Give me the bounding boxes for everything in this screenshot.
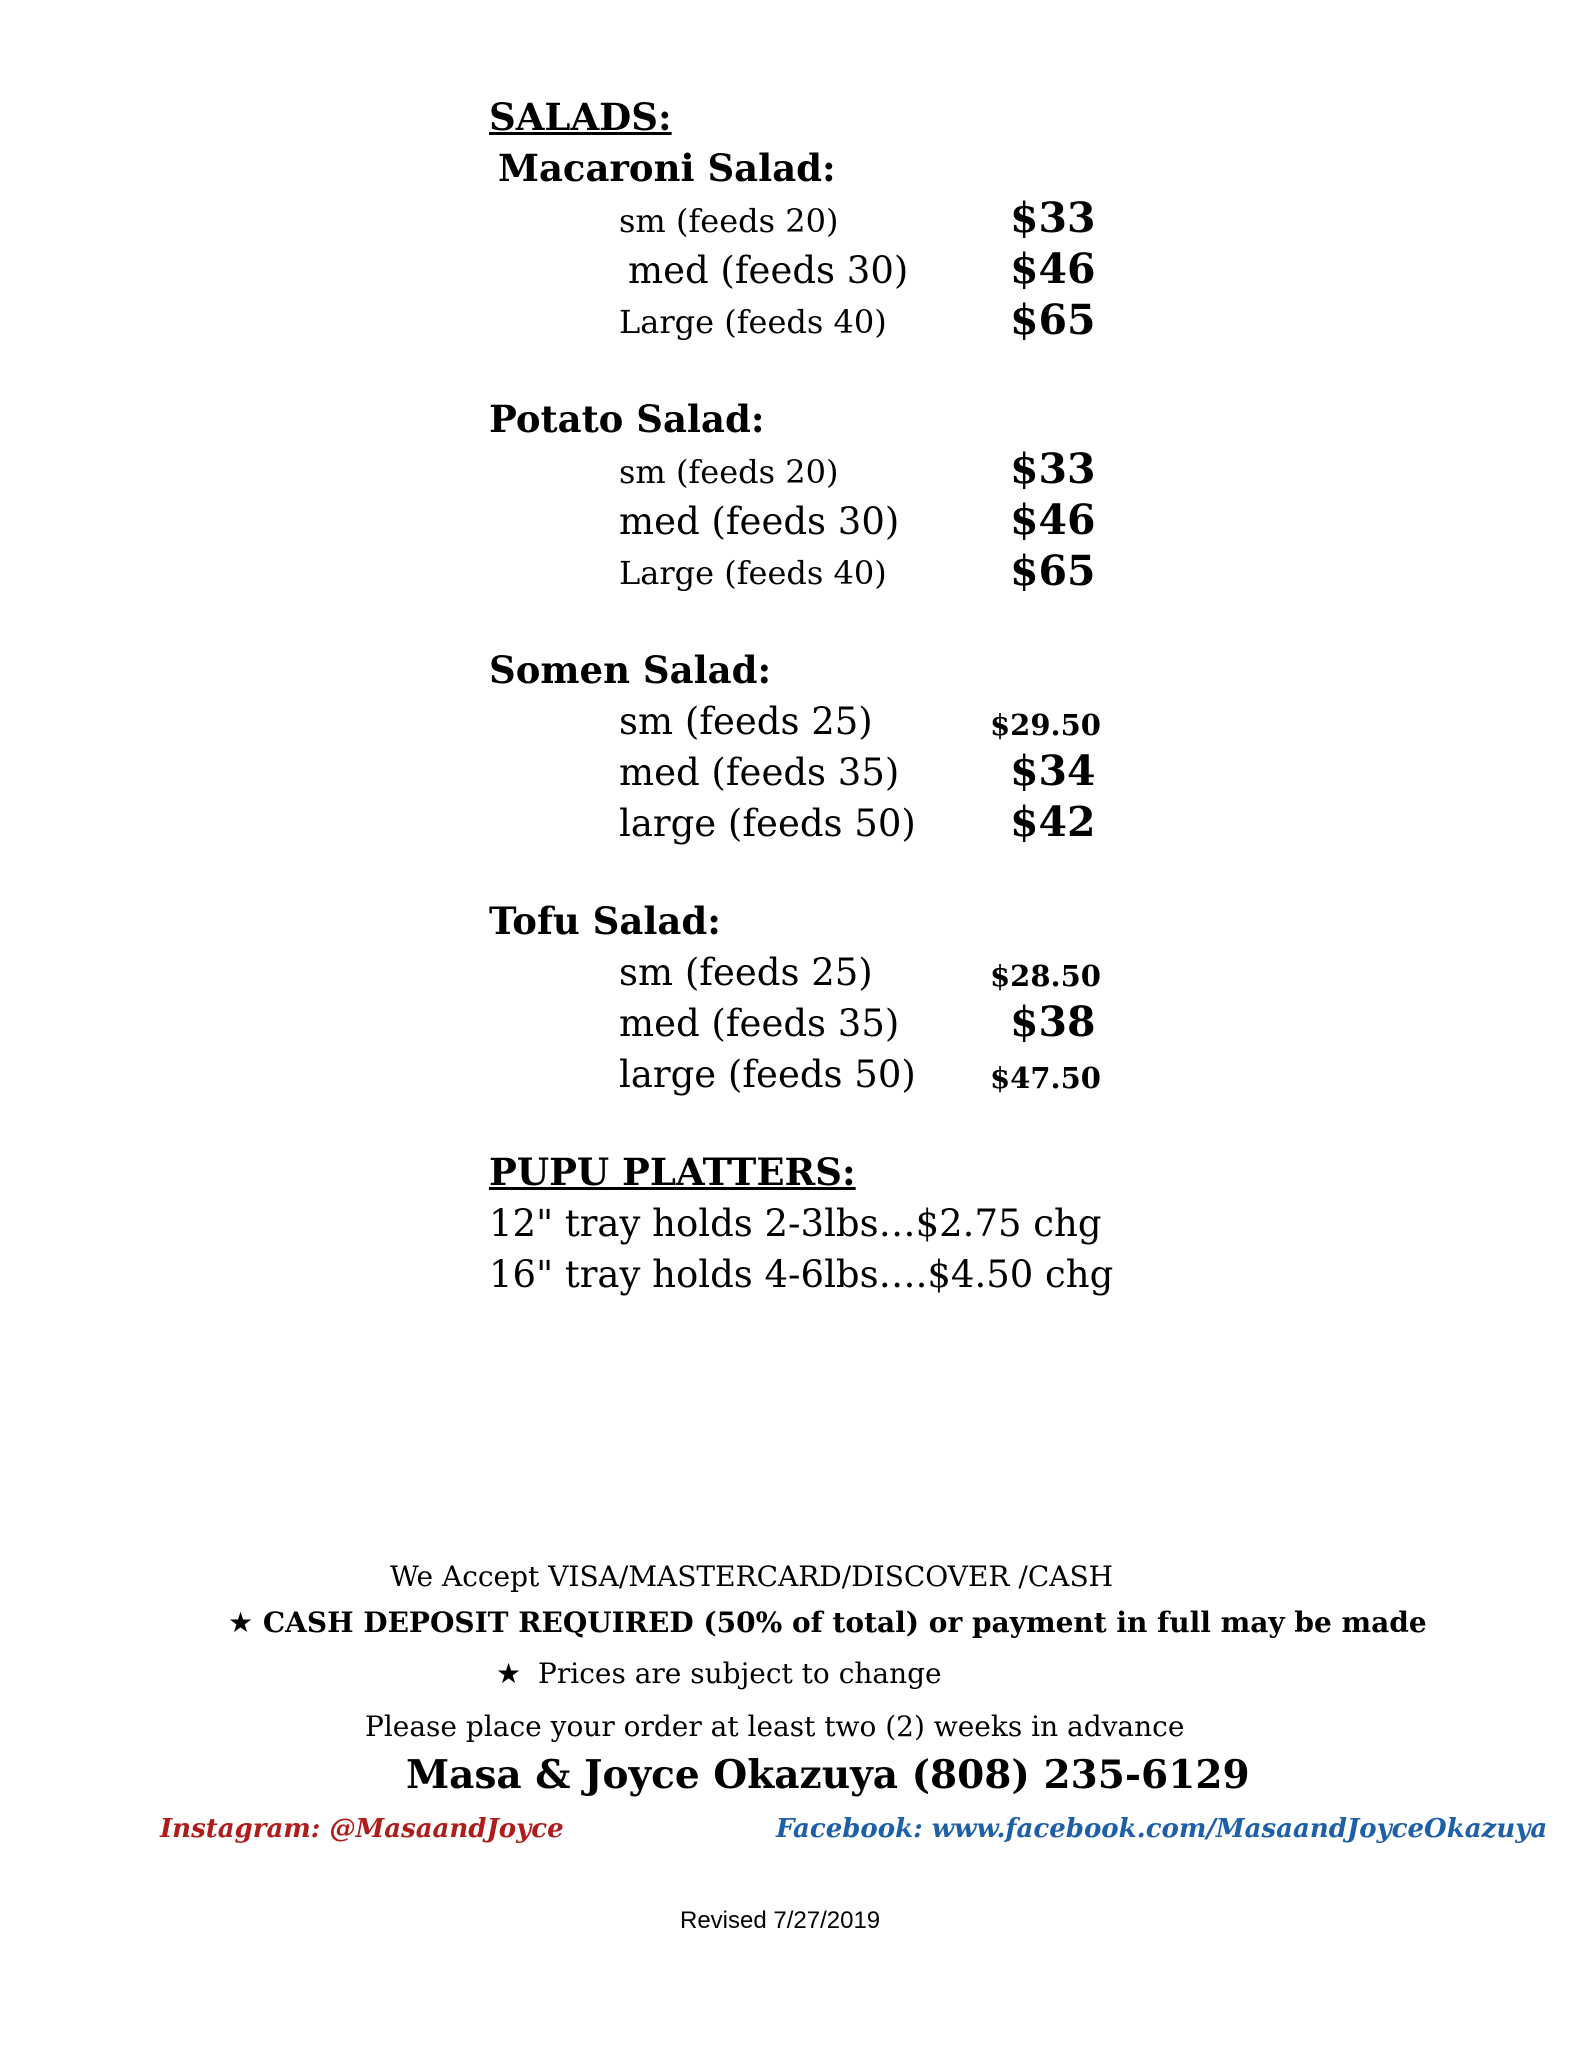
tofu-size-med: med (feeds 35) [619,1002,900,1045]
prices-change-note [496,1657,942,1690]
tofu-size-sm: sm (feeds 25) [619,951,873,994]
star-icon: ★ [228,1606,254,1639]
deposit-note [228,1606,1427,1639]
pupu-platter-line-12in: 12" tray holds 2-3lbs…$2.75 chg [489,1202,1102,1245]
somen-price-med: $34 [1010,747,1096,795]
potato-size-sm: sm (feeds 20) [619,453,839,491]
potato-size-large: Large (feeds 40) [619,554,887,592]
somen-size-large: large (feeds 50) [619,802,916,845]
deposit-note-text: CASH DEPOSIT REQUIRED (50% of total) or payment in full may be made [262,1606,1427,1639]
salads-heading-colon: : [657,95,672,139]
somen-size-med: med (feeds 35) [619,751,900,794]
revised-date: Revised 7/27/2019 [680,1907,881,1934]
tofu-price-med: $38 [1010,998,1096,1046]
potato-price-sm: $33 [1010,445,1096,493]
somen-size-sm: sm (feeds 25) [619,700,873,743]
potato-price-med: $46 [1010,496,1096,544]
potato-price-large: $65 [1010,547,1096,595]
somen-price-large: $42 [1010,798,1096,846]
advance-order-note: Please place your order at least two (2) weeks in advance [365,1710,1185,1743]
salads-heading [489,95,672,139]
instagram-link[interactable]: Instagram: @MasaandJoyce [160,1814,564,1844]
payment-methods-note: We Accept VISA/MASTERCARD/DISCOVER /CASH [390,1560,1114,1593]
macaroni-size-large: Large (feeds 40) [619,303,887,341]
somen-salad-title: Somen Salad: [489,648,772,692]
pupu-platters-heading: PUPU PLATTERS: [489,1150,856,1194]
potato-salad-title: Potato Salad: [489,397,765,441]
contact-name-phone: Masa & Joyce Okazuya (808) 235-6129 [406,1752,1250,1798]
macaroni-size-sm: sm (feeds 20) [619,202,839,240]
potato-size-med: med (feeds 30) [619,500,900,543]
pupu-platter-line-16in: 16" tray holds 4-6lbs….$4.50 chg [489,1253,1114,1296]
tofu-salad-title: Tofu Salad: [489,899,721,943]
salads-heading-text: SALADS [489,95,658,139]
prices-change-text: Prices are subject to change [538,1657,942,1690]
facebook-link[interactable]: Facebook: www.facebook.com/MasaandJoyceOkazuya [776,1814,1548,1844]
tofu-price-large: $47.50 [990,1061,1101,1095]
macaroni-price-sm: $33 [1010,194,1096,242]
macaroni-size-med: med (feeds 30) [628,249,909,292]
somen-price-sm: $29.50 [990,708,1101,742]
macaroni-price-large: $65 [1010,296,1096,344]
macaroni-price-med: $46 [1010,245,1096,293]
macaroni-salad-title: Macaroni Salad: [498,146,836,190]
tofu-price-sm: $28.50 [990,959,1101,993]
star-icon: ★ [496,1657,522,1690]
tofu-size-large: large (feeds 50) [619,1053,916,1096]
